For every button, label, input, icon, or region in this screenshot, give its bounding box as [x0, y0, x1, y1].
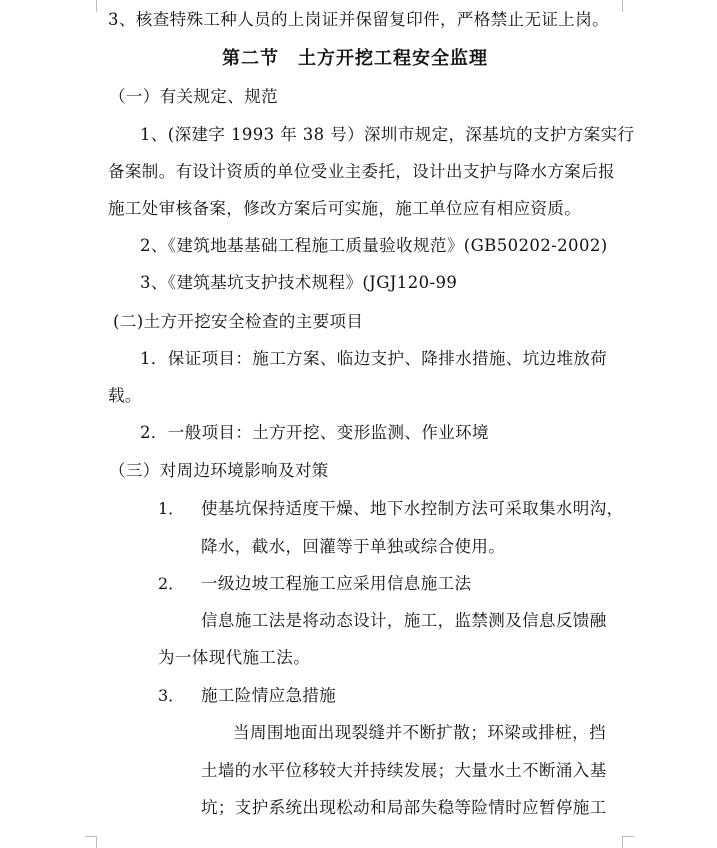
list-number: 3． [158, 686, 185, 705]
list-number: 1． [158, 499, 185, 518]
list-item-line: 使基坑保持适度干燥、地下水控制方法可采取集水明沟， [201, 499, 624, 518]
list-number: 2． [158, 574, 185, 593]
list-item-line: 土墙的水平位移较大并持续发展；大量水土不断涌入基 [201, 761, 607, 780]
list-item-line: 降水，截水，回灌等于单独或综合使用。 [201, 537, 506, 556]
paragraph-line: 2．一般项目：土方开挖、变形监测、作业环境 [140, 423, 489, 442]
paragraph-line: 备案制。有设计资质的单位受业主委托，设计出支护与降水方案后报 [108, 162, 615, 181]
list-item-line: 当周围地面出现裂缝并不断扩散；环梁或排桩，挡 [233, 723, 606, 742]
paragraph-line: 1、(深建字 1993 年 38 号）深圳市规定，深基坑的支护方案实行 [140, 125, 635, 144]
list-item-line: 信息施工法是将动态设计，施工，监禁测及信息反馈融 [201, 611, 607, 630]
list-item-line: 坑；支护系统出现松动和局部失稳等险情时应暂停施工 [201, 798, 607, 817]
paragraph-line: 1．保证项目：施工方案、临边支护、降排水措施、坑边堆放荷 [140, 349, 608, 368]
paragraph-line: 2、《建筑地基基础工程施工质量验收规范》(GB50202-2002) [140, 236, 608, 255]
paragraph-line: 3、核查特殊工种人员的上岗证并保留复印件，严格禁止无证上岗。 [108, 10, 609, 29]
section-title: 第二节 土方开挖工程安全监理 [222, 48, 488, 69]
paragraph-line: 施工处审核备案，修改方案后可实施，施工单位应有相应资质。 [108, 199, 582, 218]
list-item-line: 施工险情应急措施 [201, 686, 337, 705]
list-item-line: 为一体现代施工法。 [158, 648, 311, 667]
paragraph-line: 载。 [108, 386, 142, 405]
paragraph-line: 3、《建筑基坑支护技术规程》(JGJ120-99 [140, 273, 458, 292]
crop-mark-bottom-right [610, 836, 623, 848]
crop-mark-top-right [610, 0, 623, 12]
list-item-line: 一级边坡工程施工应采用信息施工法 [201, 574, 472, 593]
heading-countermeasures: （三）对周边环境影响及对策 [109, 461, 329, 480]
crop-mark-bottom-left [96, 836, 109, 848]
heading-inspection-items: (二)土方开挖安全检查的主要项目 [113, 312, 364, 331]
heading-regulations: （一）有关规定、规范 [109, 87, 278, 106]
